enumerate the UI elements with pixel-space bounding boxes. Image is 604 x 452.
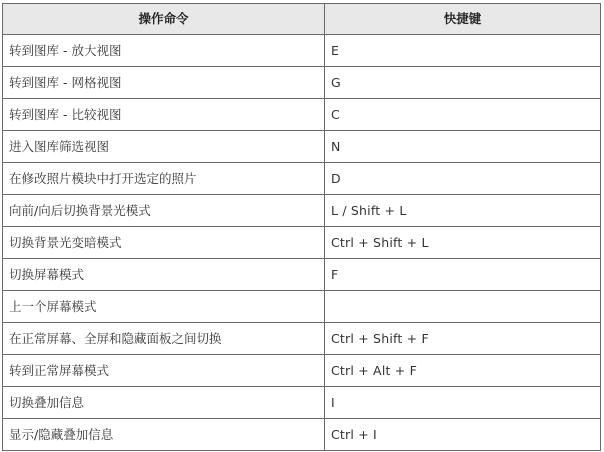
table-row xyxy=(3,67,601,99)
table-row xyxy=(3,323,601,355)
table-row xyxy=(3,227,601,259)
action-cell: 转到图库 - 网格视图 xyxy=(3,67,325,99)
table-row xyxy=(3,355,601,387)
action-cell: 在正常屏幕、全屏和隐藏面板之间切换 xyxy=(3,323,325,355)
shortcut-cell: Ctrl + I xyxy=(325,419,601,451)
action-cell: 显示/隐藏叠加信息 xyxy=(3,419,325,451)
shortcut-cell xyxy=(325,291,601,323)
table-row xyxy=(3,387,601,419)
shortcut-table xyxy=(2,3,601,451)
shortcut-cell: D xyxy=(325,163,601,195)
action-cell: 转到图库 - 比较视图 xyxy=(3,99,325,131)
shortcut-cell: F xyxy=(325,259,601,291)
table-row xyxy=(3,291,601,323)
table-row xyxy=(3,163,601,195)
action-cell: 进入图库筛选视图 xyxy=(3,131,325,163)
table-row xyxy=(3,195,601,227)
shortcut-cell: L / Shift + L xyxy=(325,195,601,227)
action-cell: 转到正常屏幕模式 xyxy=(3,355,325,387)
action-cell: 转到图库 - 放大视图 xyxy=(3,35,325,67)
action-cell: 切换屏幕模式 xyxy=(3,259,325,291)
table-header-row xyxy=(3,4,601,35)
shortcut-cell: Ctrl + Shift + F xyxy=(325,323,601,355)
table-row xyxy=(3,259,601,291)
action-cell: 在修改照片模块中打开选定的照片 xyxy=(3,163,325,195)
table-row xyxy=(3,131,601,163)
shortcut-cell: Ctrl + Shift + L xyxy=(325,227,601,259)
shortcut-cell: E xyxy=(325,35,601,67)
header-shortcut: 快捷键 xyxy=(325,4,601,35)
table-row xyxy=(3,35,601,67)
action-cell: 切换叠加信息 xyxy=(3,387,325,419)
shortcut-cell: I xyxy=(325,387,601,419)
action-cell: 切换背景光变暗模式 xyxy=(3,227,325,259)
action-cell: 上一个屏幕模式 xyxy=(3,291,325,323)
shortcut-cell: G xyxy=(325,67,601,99)
table-row xyxy=(3,99,601,131)
shortcut-cell: Ctrl + Alt + F xyxy=(325,355,601,387)
shortcut-cell: C xyxy=(325,99,601,131)
table-row xyxy=(3,419,601,451)
header-action: 操作命令 xyxy=(3,4,325,35)
shortcut-cell: N xyxy=(325,131,601,163)
action-cell: 向前/向后切换背景光模式 xyxy=(3,195,325,227)
